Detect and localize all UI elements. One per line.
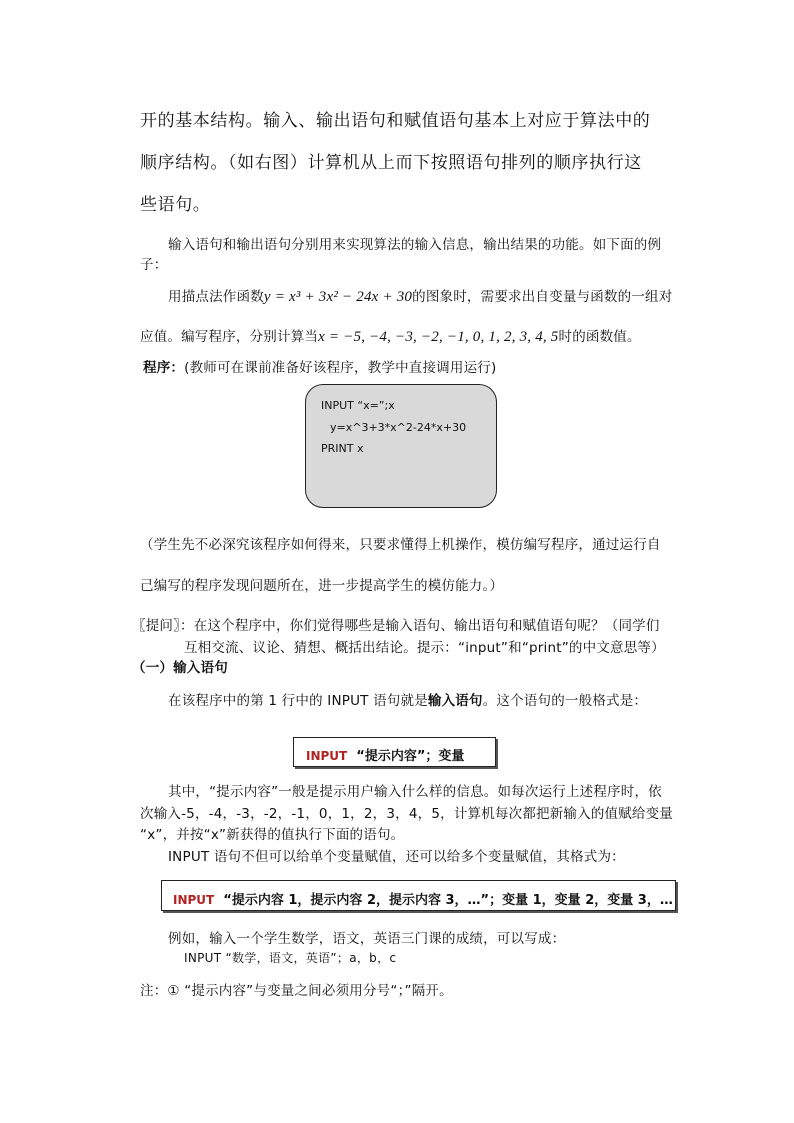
- x-values: x = −5, −4, −3, −2, −1, 0, 1, 2, 3, 4, 5: [318, 329, 559, 345]
- explain-line1: 其中，“提示内容”一般是提示用户输入什么样的信息。如每次运行上述程序时，依: [168, 784, 662, 800]
- example2-line1: 例如，输入一个学生数学，语文，英语三门课的成绩，可以写成：: [168, 931, 566, 947]
- intro-line2: 子：: [140, 257, 168, 273]
- function-formula: y = x³ + 3x² − 24x + 30: [263, 289, 413, 305]
- question-line2: 互相交流、议论、猜想、概括出结论。提示：“input”和“print”的中文意思等）: [184, 640, 665, 656]
- program-label-text: (教师可在课前准备好该程序，教学中直接调用运行): [184, 360, 497, 376]
- multi-input-keyword: INPUT: [173, 893, 215, 907]
- explain-line3: “x”，并按“x”新获得的值执行下面的语句。: [140, 827, 405, 843]
- note-students-line2: 己编写的程序发现问题所在，进一步提高学生的模仿能力。）: [140, 578, 504, 594]
- example-line2-prefix: 应值。编写程序，分别计算当: [140, 329, 319, 345]
- code-line-3: PRINT x: [321, 442, 364, 455]
- input-keyword: INPUT: [306, 749, 348, 763]
- multi-input-format-box: [161, 880, 676, 911]
- intro-line1: 输入语句和输出语句分别用来实现算法的输入信息，输出结果的功能。如下面的例: [168, 237, 662, 253]
- example-line2: [140, 325, 641, 346]
- input-format-text: “提示内容”；变量: [356, 749, 465, 764]
- example-line1: [168, 285, 672, 306]
- code-box: [305, 384, 497, 508]
- code-line-2: y=x^3+3*x^2-24*x+30: [330, 421, 467, 434]
- example-line1-suffix: 的图象时，需要求出自变量与函数的一组对: [412, 289, 673, 305]
- multi-input-format-text: “提示内容 1，提示内容 2，提示内容 3，…”；变量 1，变量 2，变量 3，…: [223, 893, 673, 908]
- note: 注：① “提示内容”与变量之间必须用分号“；”隔开。: [140, 983, 453, 999]
- code-line-1: INPUT “x=”;x: [321, 399, 395, 412]
- section-intro: [168, 689, 647, 709]
- note-students-line1: （学生先不必深究该程序如何得来，只要求懂得上机操作，模仿编写程序，通过运行自: [140, 537, 661, 553]
- section-intro-text: 在该程序中的第 1 行中的 INPUT 语句就是: [168, 693, 428, 709]
- para-top-line2: 顺序结构。（如右图）计算机从上而下按照语句排列的顺序执行这: [140, 153, 642, 173]
- explain-line2: 次输入-5，-4，-3，-2，-1，0，1，2，3，4，5，计算机每次都把新输入的值赋给变量: [140, 806, 674, 822]
- program-label-bold: 程序：: [143, 360, 185, 376]
- example-line1-prefix: 用描点法作函数: [168, 289, 264, 305]
- section-heading: （一）输入语句: [132, 660, 228, 676]
- example2-line2: INPUT “数学，语文，英语”；a，b，c: [184, 951, 397, 965]
- program-label: [143, 356, 496, 376]
- explain-line4: INPUT 语句不但可以给单个变量赋值，还可以给多个变量赋值，其格式为：: [168, 849, 625, 865]
- section-intro-suffix: 。这个语句的一般格式是：: [482, 693, 648, 709]
- section-intro-bold: 输入语句: [427, 693, 483, 709]
- question-line1: 〖提问〗：在这个程序中，你们觉得哪些是输入语句、输出语句和赋值语句呢？（同学们: [132, 618, 660, 634]
- input-format-box: [293, 737, 496, 767]
- para-top-line3: 些语句。: [140, 195, 211, 215]
- para-top-line1: 开的基本结构。输入、输出语句和赋值语句基本上对应于算法中的: [140, 111, 651, 131]
- example-line2-suffix: 时的函数值。: [558, 329, 641, 345]
